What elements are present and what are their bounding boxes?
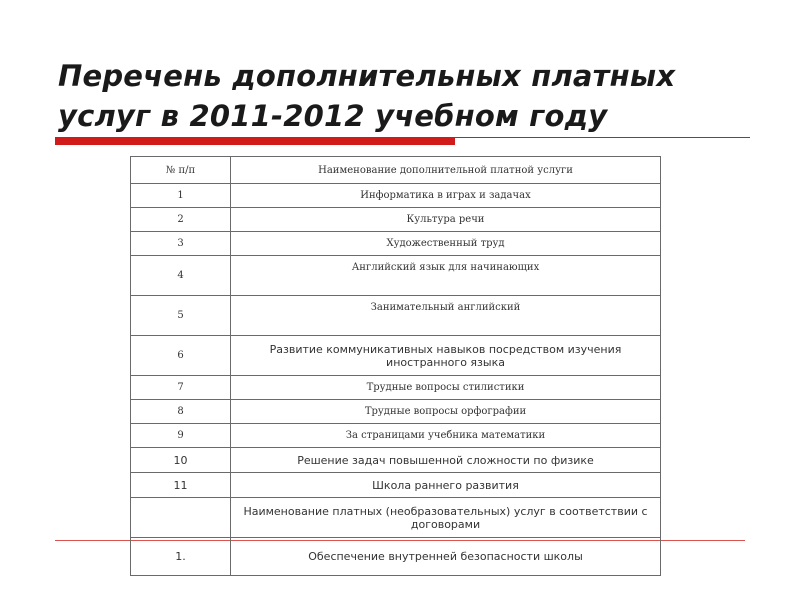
- row-num-cell: [131, 498, 231, 538]
- row-num-cell: 7: [131, 376, 231, 400]
- table-row: [131, 498, 661, 538]
- row-name-cell: Развитие коммуникативных навыков посредством изучения иностранного языка: [231, 336, 661, 376]
- slide-title: Перечень дополнительных платных услуг в 2011-2012 учебном году: [58, 59, 676, 133]
- row-name-cell: Культура речи: [231, 208, 661, 232]
- table-row: [131, 184, 661, 208]
- services-table: [130, 156, 661, 576]
- table-row: [131, 296, 661, 336]
- row-num-cell: 8: [131, 400, 231, 424]
- title-accent-bar: [55, 137, 455, 145]
- row-name-cell: За страницами учебника математики: [231, 424, 661, 448]
- row-name-cell: Трудные вопросы орфографии: [231, 400, 661, 424]
- header-name-cell: Наименование дополнительной платной услуги: [231, 157, 661, 184]
- row-name-cell: Решение задач повышенной сложности по физике: [231, 448, 661, 473]
- row-name-cell: Школа раннего развития: [231, 473, 661, 498]
- table-row: [131, 424, 661, 448]
- row-num-cell: 4: [131, 256, 231, 296]
- table-row: [131, 400, 661, 424]
- table-header-row: [131, 157, 661, 184]
- row-name-cell: Английский язык для начинающих: [231, 256, 661, 296]
- row-num-cell: 5: [131, 296, 231, 336]
- row-name-cell: Художественный труд: [231, 232, 661, 256]
- row-num-cell: 3: [131, 232, 231, 256]
- row-name-cell: Информатика в играх и задачах: [231, 184, 661, 208]
- table-row: [131, 473, 661, 498]
- row-name-cell: Обеспечение внутренней безопасности школы: [231, 538, 661, 576]
- row-num-cell: 11: [131, 473, 231, 498]
- table-row: [131, 376, 661, 400]
- row-num-cell: 9: [131, 424, 231, 448]
- row-name-cell: Занимательный английский: [231, 296, 661, 336]
- table-row: [131, 256, 661, 296]
- table-row: [131, 336, 661, 376]
- row-name-cell: Наименование платных (необразовательных) услуг в соответствии с договорами: [231, 498, 661, 538]
- table-row: [131, 448, 661, 473]
- row-num-cell: 2: [131, 208, 231, 232]
- row-num-cell: 1.: [131, 538, 231, 576]
- row-num-cell: 1: [131, 184, 231, 208]
- header-num-cell: № п/п: [131, 157, 231, 184]
- table-row: [131, 232, 661, 256]
- row-num-cell: 6: [131, 336, 231, 376]
- table-row: [131, 538, 661, 576]
- row-num-cell: 10: [131, 448, 231, 473]
- table-row: [131, 208, 661, 232]
- row-name-cell: Трудные вопросы стилистики: [231, 376, 661, 400]
